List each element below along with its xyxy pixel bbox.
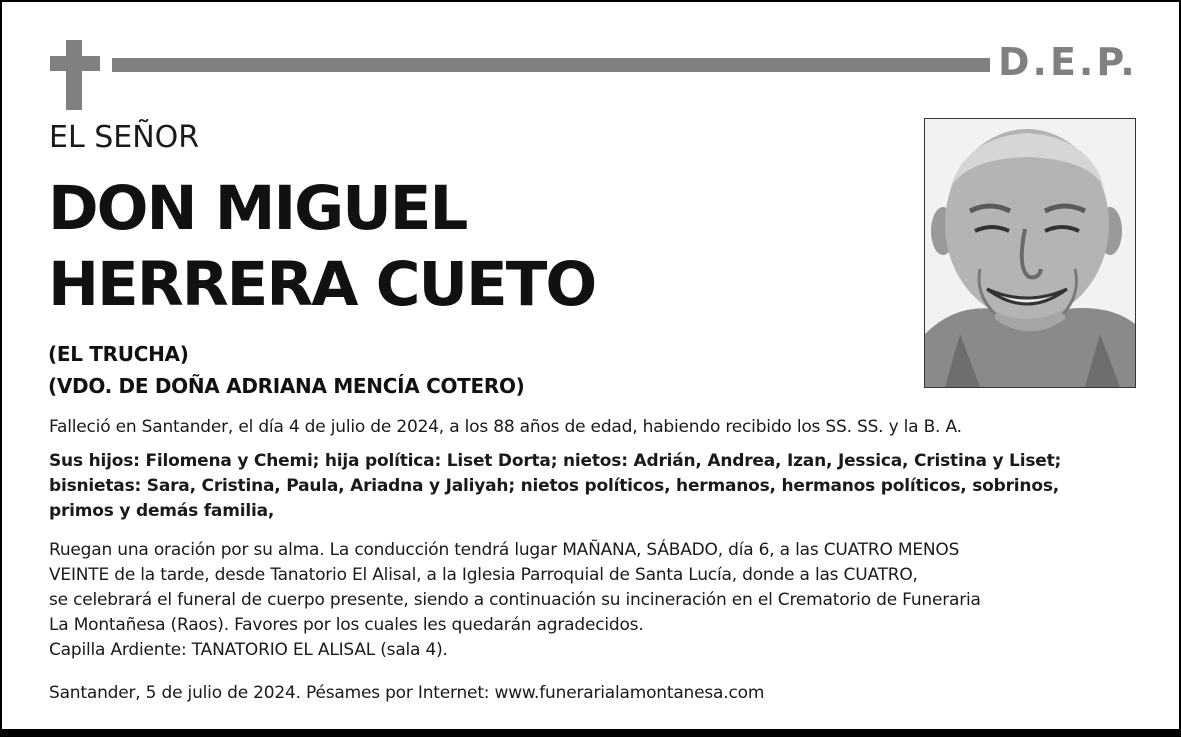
service-line: La Montañesa (Raos). Favores por los cuales les quedarán agradecidos. <box>49 615 644 635</box>
honorific: EL SEÑOR <box>49 120 200 155</box>
deceased-name-line1: DON MIGUEL <box>48 173 467 244</box>
footer-note: Santander, 5 de julio de 2024. Pésames por Internet: www.funerarialamontanesa.com <box>49 683 765 703</box>
family-line: Sus hijos: Filomena y Chemi; hija política: Liset Dorta; nietos: Adrián, Andrea, Izan, Jessica, Cristina y Liset; <box>49 451 1062 471</box>
service-line: VEINTE de la tarde, desde Tanatorio El Alisal, a la Iglesia Parroquial de Santa Lucía, donde a las CUATRO, <box>49 565 918 585</box>
death-notice: Falleció en Santander, el día 4 de julio de 2024, a los 88 años de edad, habiendo recibido los SS. SS. y la B. A. <box>49 417 962 437</box>
deceased-name-line2: HERRERA CUETO <box>48 249 596 320</box>
header-rule <box>112 58 990 72</box>
family-line: primos y demás familia, <box>49 501 275 521</box>
nickname: (EL TRUCHA) <box>48 342 189 366</box>
family-line: bisnietas: Sara, Cristina, Paula, Ariadna y Jaliyah; nietos políticos, hermanos, hermanos políticos, sobrinos, <box>49 476 1059 496</box>
cross-icon <box>50 40 100 110</box>
portrait-image <box>925 119 1135 387</box>
service-line: Ruegan una oración por su alma. La conducción tendrá lugar MAÑANA, SÁBADO, día 6, a las CUATRO MENOS <box>49 540 960 560</box>
dep-label: D.E.P. <box>998 40 1138 84</box>
widower-of: (VDO. DE DOÑA ADRIANA MENCÍA COTERO) <box>48 374 525 398</box>
service-details <box>49 538 1149 663</box>
service-line: se celebrará el funeral de cuerpo presente, siendo a continuación su incineración en el Crematorio de Funeraria <box>49 590 981 610</box>
family-list <box>49 449 1149 524</box>
service-line: Capilla Ardiente: TANATORIO EL ALISAL (sala 4). <box>49 640 448 660</box>
portrait-photo <box>924 118 1136 388</box>
